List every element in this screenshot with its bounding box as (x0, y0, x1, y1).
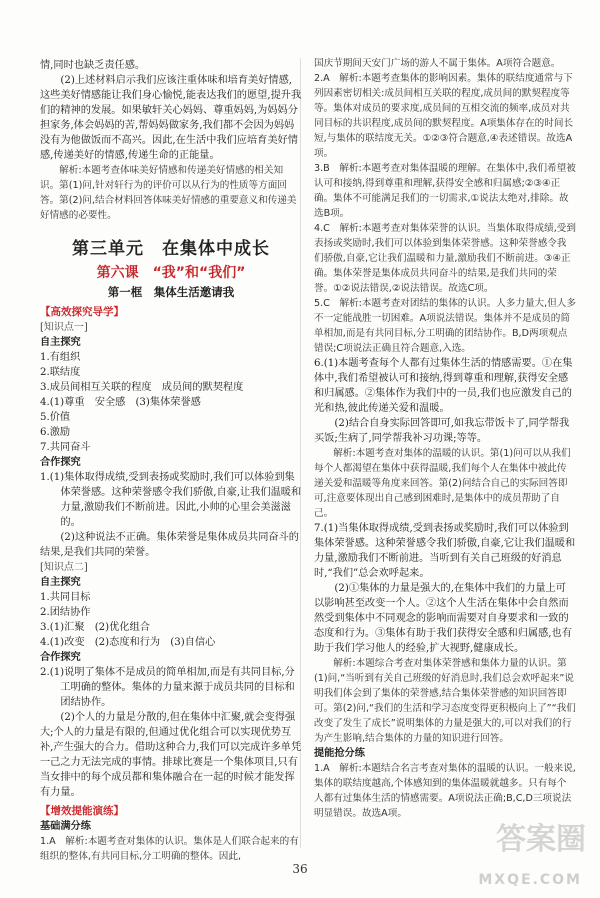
subsection-header: 基础满分练 (40, 821, 91, 832)
answer-item: 1.(1)集体取得成绩,受到表扬或奖励时,我们可以体验到集体荣誉感。这种荣誉感令我们骄傲,自豪,让我们温暖和力量,激励我们不断前进。因此,小帅的心里会美滋滋的。 (40, 472, 302, 528)
answer-item: 1.共同目标 (40, 592, 91, 603)
subsection-header: 合作探究 (40, 652, 81, 663)
section-header: 【增效提能演练】 (40, 805, 124, 817)
subsection-header: 自主探究 (40, 577, 81, 588)
watermark-site-text: MXQE.COM (478, 872, 582, 888)
paragraph: (2)上述材料启示我们应该注重体味和培育美好情感,这些美好情感能让我们身心愉悦,能表达我们的愿望,提升我们的精神的发展。如果敏轩关心妈妈、尊重妈妈,为妈妈分担家务,体会妈妈的苦,帮妈妈做家务,我们都不会因为妈妈没有为他做饭而不高兴。因此,在生活中我们应培育美好情感,传递美好的情感,传递生命的正能量。 (40, 75, 302, 161)
answer-item: 3.成员间相互关联的程度 成员间的默契程度 (40, 382, 244, 393)
unit-title: 第三单元 在集体中成长 (72, 239, 270, 259)
explanation: 解析:本题考查体味美好情感和传递美好情感的相关知识。第(1)问,针对轩行为的评价可以从行为的性质等方面回答。第(2)问,结合材料回答体味美好情感的重要意义和传递美好情感的必要性。 (40, 165, 297, 221)
answer-item: 3.(1)汇聚 (2)优化组合 (40, 622, 150, 633)
answer-item: 4.(1)改变 (2)态度和行为 (3)自信心 (40, 637, 216, 648)
answer-item: 4.C 解析:本题考查对集体荣誉的认识。当集体取得成绩,受到表扬或奖励时,我们可以体验到集体荣誉感。这种荣誉感令我们骄傲,自豪,它让我们温暖和力量,激励我们不断前进。③④正确。集体荣誉是集体成员共同奋斗的结果,是我们共同的荣誉。①②说法错误,②说法错误。故选C项。 (314, 223, 576, 294)
answer-item: 5.价值 (40, 412, 71, 423)
watermark-logo (466, 822, 586, 892)
answer-item: (2)结合自身实际回答即可,如我忘带饭卡了,同学帮我买饭;生病了,同学帮我补习功课;等等。 (314, 418, 570, 444)
watermark-logo-text: 答案圈 (496, 822, 586, 857)
answer-item: 3.B 解析:本题考查对集体温暖的理解。在集体中,我们希望被认可和接纳,得到尊重和理解,获得安全感和归属感;②③④正确。集体不可能满足我们的一切需求,①说法太绝对,排除。故选B项。 (314, 163, 576, 219)
answer-item: 5.C 解析:本题考查对团结的集体的认识。人多力量大,但人多不一定能战胜一切困难。A项说法错误。集体并不是成员的简单相加,而是有共同目标,分工明确的团结协作。B,D两项观点错误;C项说法正确且符合题意,入选。 (314, 298, 576, 354)
answer-item: 2.联结度 (40, 367, 81, 378)
left-column (40, 58, 302, 864)
answer-item: 1.有组织 (40, 352, 81, 363)
knowledge-point-label: [知识点一] (40, 322, 88, 333)
lesson-title: 第六课 “我”和“我们” (96, 265, 246, 281)
subsection-header: 自主探究 (40, 337, 81, 348)
answer-item: 7.共同奋斗 (40, 442, 91, 453)
answer-item: 6.(1)本题考查每个人都有过集体生活的情感需要。①在集体中,我们希望被认可和接纳,得到尊重和理解,获得安全感和归属感。②集体作为我们中的一员,我们也应激发自己的光和热,彼此传递关爱和温暖。 (314, 358, 573, 414)
right-column (314, 56, 576, 821)
knowledge-point-label: [知识点二] (40, 562, 88, 573)
answer-item: 1.A 解析:本题考查对集体的认识。集体是人们联合起来的有组织的整体,有共同目标,分工明确的整体。因此, (40, 836, 299, 862)
text-line: 情,同时也缺乏责任感。 (40, 60, 146, 71)
section-header: 【高效探究导学】 (40, 306, 124, 318)
answer-item: (2)个人的力量是分散的,但在集体中汇聚,就会变得强大;个人的力量是有限的,但通过优化组合可以实现优势互补,产生强大的合力。借助这种合力,我们可以完成许多单凭一己之力无法完成的事情。排球比赛是一个集体项目,只有当女排中的每个成员都和集体融合在一起的时候才能发挥有力量。 (40, 712, 302, 798)
frame-title: 第一框 集体生活邀请我 (107, 285, 235, 299)
answer-item: 2.(1)说明了集体不是成员的简单相加,而是有共同目标,分工明确的整体。集体的力量来源于成员共同的目标和团结协作。 (40, 667, 295, 708)
subsection-header: 提能抢分练 (314, 748, 365, 759)
answer-item: 2.A 解析:本题考查集体的影响因素。集体的联结度通常与下列因素密切相关:成员间相互关联的程度,成员间的默契程度等等。集体对成员的要求度,成员间的互相交流的频率,成员对共同目标的共识程度,成员间的默契程度。A项集体存在的时间长短,与集体的联结度无关。①②③符合题意,④表述错误。故选A项。 (314, 73, 574, 159)
answer-item: 2.团结协作 (40, 607, 91, 618)
answer-item: 1.A 解析:本题结合名言考查对集体的温暖的认识。一般来说,集体的联结度越高,个体感知到的集体温暖就越多。只有每个人都有过集体生活的情感需要。A项说法正确;B,C,D三项说法明显错误。故选A项。 (314, 763, 576, 819)
answer-item: 国庆节期间天安门广场的游人不属于集体。A项符合题意。 (314, 58, 561, 69)
answer-item: (2)①集体的力量是强大的,在集体中我们的力量上可以影响甚至改变一个人。②这个人生活在集体中会自然而然受到集体中不同观念的影响而需要对自身要求和一致的态度和行为。③集体有助于我们获得安全感和归属感,也有助于我们学习他人的经验,扩大视野,健康成长。 (314, 583, 572, 654)
page-number: 36 (292, 862, 308, 876)
subsection-header: 合作探究 (40, 457, 81, 468)
explanation: 解析:本题考查对集体的温暖的认识。第(1)问可以从我们每个人都渴望在集体中获得温暖,我们每个人在集体中被此传递关爱和温暖等角度来回答。第(2)问结合自己的实际回答即可,注意要体现出自己感到困难时,是集体中的成员帮助了自己。 (314, 448, 571, 519)
answer-item: 7.(1)当集体取得成绩,受到表扬或奖励时,我们可以体验到集体荣誉感。这种荣誉感令我们骄傲,自豪,它让我们温暖和力量,激励我们不断前进。当听到有关自己班级的好消息时,“我们”总会欢呼起来。 (314, 523, 576, 579)
answer-item: 4.(1)尊重 安全感 (3)集体荣誉感 (40, 397, 201, 408)
answer-item: 6.激励 (40, 427, 71, 438)
answer-list (40, 350, 302, 455)
answer-item: (2)这种说法不正确。集体荣誉是集体成员共同奋斗的结果,是我们共同的荣誉。 (40, 532, 299, 558)
explanation: 解析:本题综合考查对集体荣誉感和集体力量的认识。第(1)问,“当听到有关自己班级的好消息时,我们总会欢呼起来”说明我们体会到了集体的荣誉感,结合集体荣誉感的知识回答即可。第(2)问,“我们的生活和学习态度变得更积极向上了”“我们改变了发生了成长”说明集体的力量是强大的,可以对我们的行为产生影响,结合集体的力量的知识进行回答。 (314, 658, 576, 744)
